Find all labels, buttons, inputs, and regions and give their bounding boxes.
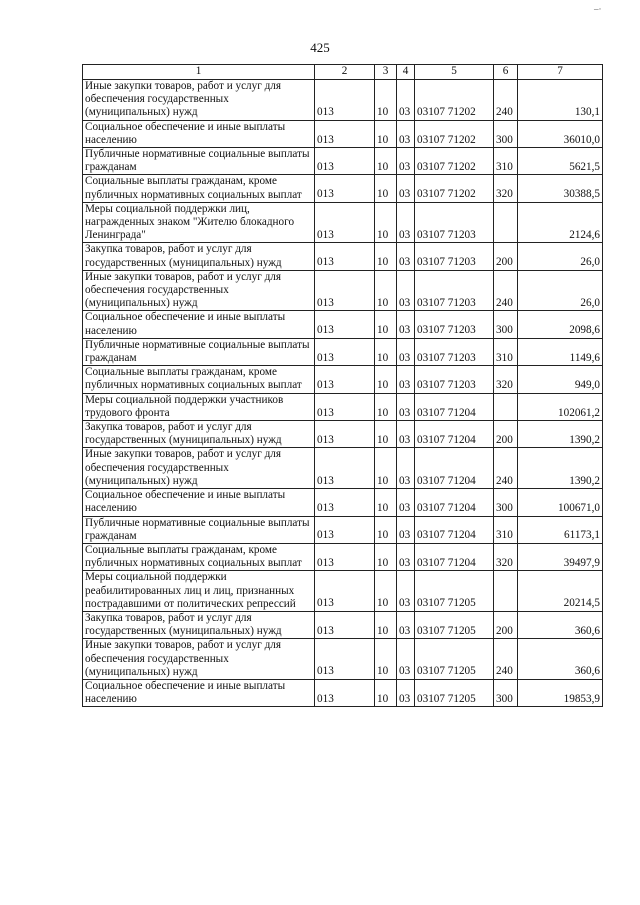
section-cell: 10	[375, 448, 397, 489]
target-article-cell: 03107 71203	[415, 270, 494, 311]
code-cell: 013	[315, 175, 375, 202]
section-cell: 10	[375, 270, 397, 311]
table-row	[83, 311, 603, 338]
table-row	[83, 421, 603, 448]
subsection-cell: 03	[397, 311, 415, 338]
row-name-cell: Социальное обеспечение и иные выплаты населению	[83, 489, 315, 516]
row-name-cell: Меры социальной поддержки лиц, награжденных знаком "Жителю блокадного Ленинграда"	[83, 202, 315, 243]
expense-type-cell	[494, 571, 518, 612]
target-article-cell: 03107 71203	[415, 243, 494, 270]
subsection-cell: 03	[397, 421, 415, 448]
expense-type-cell: 310	[494, 338, 518, 365]
amount-cell: 19853,9	[518, 679, 603, 706]
amount-cell: 100671,0	[518, 489, 603, 516]
amount-cell: 1390,2	[518, 421, 603, 448]
section-cell: 10	[375, 571, 397, 612]
row-name-cell: Социальное обеспечение и иные выплаты населению	[83, 311, 315, 338]
code-cell: 013	[315, 611, 375, 638]
column-header: 3	[375, 65, 397, 80]
target-article-cell: 03107 71203	[415, 338, 494, 365]
amount-cell: 39497,9	[518, 543, 603, 570]
section-cell: 10	[375, 80, 397, 121]
amount-cell: 26,0	[518, 270, 603, 311]
code-cell: 013	[315, 366, 375, 393]
row-name-cell: Меры социальной поддержки реабилитированных лиц и лиц, признанных пострадавшими от политических репрессий	[83, 571, 315, 612]
code-cell: 013	[315, 421, 375, 448]
section-cell: 10	[375, 611, 397, 638]
expense-type-cell: 300	[494, 679, 518, 706]
target-article-cell: 03107 71205	[415, 639, 494, 680]
table-row	[83, 543, 603, 570]
subsection-cell: 03	[397, 571, 415, 612]
subsection-cell: 03	[397, 120, 415, 147]
row-name-cell: Иные закупки товаров, работ и услуг для обеспечения государственных (муниципальных) нужд	[83, 270, 315, 311]
target-article-cell: 03107 71204	[415, 489, 494, 516]
target-article-cell: 03107 71204	[415, 516, 494, 543]
expense-type-cell: 240	[494, 639, 518, 680]
code-cell: 013	[315, 489, 375, 516]
target-article-cell: 03107 71203	[415, 311, 494, 338]
subsection-cell: 03	[397, 516, 415, 543]
budget-table	[82, 64, 603, 707]
expense-type-cell: 320	[494, 543, 518, 570]
section-cell: 10	[375, 120, 397, 147]
target-article-cell: 03107 71205	[415, 571, 494, 612]
expense-type-cell	[494, 393, 518, 420]
amount-cell: 2098,6	[518, 311, 603, 338]
expense-type-cell: 300	[494, 489, 518, 516]
table-row	[83, 80, 603, 121]
code-cell: 013	[315, 448, 375, 489]
target-article-cell: 03107 71202	[415, 80, 494, 121]
column-header: 1	[83, 65, 315, 80]
table-row	[83, 175, 603, 202]
table-row	[83, 243, 603, 270]
row-name-cell: Социальное обеспечение и иные выплаты населению	[83, 120, 315, 147]
table-row	[83, 366, 603, 393]
table-row	[83, 448, 603, 489]
target-article-cell: 03107 71202	[415, 175, 494, 202]
amount-cell: 102061,2	[518, 393, 603, 420]
code-cell: 013	[315, 393, 375, 420]
amount-cell: 26,0	[518, 243, 603, 270]
section-cell: 10	[375, 421, 397, 448]
expense-type-cell: 240	[494, 80, 518, 121]
expense-type-cell: 240	[494, 270, 518, 311]
subsection-cell: 03	[397, 338, 415, 365]
table-row	[83, 489, 603, 516]
section-cell: 10	[375, 489, 397, 516]
expense-type-cell: 310	[494, 516, 518, 543]
target-article-cell: 03107 71205	[415, 611, 494, 638]
subsection-cell: 03	[397, 202, 415, 243]
code-cell: 013	[315, 338, 375, 365]
subsection-cell: 03	[397, 448, 415, 489]
amount-cell: 20214,5	[518, 571, 603, 612]
amount-cell: 360,6	[518, 611, 603, 638]
table-body	[83, 80, 603, 707]
column-header: 2	[315, 65, 375, 80]
target-article-cell: 03107 71203	[415, 202, 494, 243]
row-name-cell: Публичные нормативные социальные выплаты гражданам	[83, 516, 315, 543]
subsection-cell: 03	[397, 366, 415, 393]
table-row	[83, 611, 603, 638]
header-row	[83, 65, 603, 80]
target-article-cell: 03107 71204	[415, 543, 494, 570]
scan-mark: –·	[594, 4, 602, 14]
table-row	[83, 679, 603, 706]
code-cell: 013	[315, 80, 375, 121]
code-cell: 013	[315, 270, 375, 311]
column-header: 7	[518, 65, 603, 80]
subsection-cell: 03	[397, 243, 415, 270]
code-cell: 013	[315, 516, 375, 543]
section-cell: 10	[375, 393, 397, 420]
code-cell: 013	[315, 639, 375, 680]
target-article-cell: 03107 71204	[415, 448, 494, 489]
subsection-cell: 03	[397, 543, 415, 570]
subsection-cell: 03	[397, 489, 415, 516]
amount-cell: 130,1	[518, 80, 603, 121]
section-cell: 10	[375, 311, 397, 338]
row-name-cell: Социальные выплаты гражданам, кроме публичных нормативных социальных выплат	[83, 543, 315, 570]
section-cell: 10	[375, 175, 397, 202]
amount-cell: 61173,1	[518, 516, 603, 543]
amount-cell: 949,0	[518, 366, 603, 393]
table-row	[83, 148, 603, 175]
section-cell: 10	[375, 366, 397, 393]
code-cell: 013	[315, 571, 375, 612]
code-cell: 013	[315, 202, 375, 243]
amount-cell: 30388,5	[518, 175, 603, 202]
expense-type-cell: 240	[494, 448, 518, 489]
row-name-cell: Социальные выплаты гражданам, кроме публичных нормативных социальных выплат	[83, 366, 315, 393]
subsection-cell: 03	[397, 679, 415, 706]
section-cell: 10	[375, 148, 397, 175]
expense-type-cell: 320	[494, 175, 518, 202]
row-name-cell: Закупка товаров, работ и услуг для государственных (муниципальных) нужд	[83, 611, 315, 638]
table-row	[83, 120, 603, 147]
target-article-cell: 03107 71204	[415, 393, 494, 420]
table-header	[83, 65, 603, 80]
subsection-cell: 03	[397, 175, 415, 202]
amount-cell: 1390,2	[518, 448, 603, 489]
expense-type-cell: 200	[494, 611, 518, 638]
expense-type-cell: 200	[494, 421, 518, 448]
expense-type-cell: 300	[494, 311, 518, 338]
row-name-cell: Социальное обеспечение и иные выплаты населению	[83, 679, 315, 706]
target-article-cell: 03107 71202	[415, 148, 494, 175]
row-name-cell: Иные закупки товаров, работ и услуг для обеспечения государственных (муниципальных) нужд	[83, 448, 315, 489]
row-name-cell: Закупка товаров, работ и услуг для государственных (муниципальных) нужд	[83, 421, 315, 448]
code-cell: 013	[315, 679, 375, 706]
target-article-cell: 03107 71202	[415, 120, 494, 147]
target-article-cell: 03107 71205	[415, 679, 494, 706]
row-name-cell: Иные закупки товаров, работ и услуг для обеспечения государственных (муниципальных) нужд	[83, 80, 315, 121]
section-cell: 10	[375, 516, 397, 543]
amount-cell: 36010,0	[518, 120, 603, 147]
expense-type-cell: 320	[494, 366, 518, 393]
column-header: 4	[397, 65, 415, 80]
code-cell: 013	[315, 311, 375, 338]
section-cell: 10	[375, 243, 397, 270]
code-cell: 013	[315, 120, 375, 147]
target-article-cell: 03107 71203	[415, 366, 494, 393]
table-row	[83, 270, 603, 311]
target-article-cell: 03107 71204	[415, 421, 494, 448]
row-name-cell: Меры социальной поддержки участников трудового фронта	[83, 393, 315, 420]
amount-cell: 5621,5	[518, 148, 603, 175]
section-cell: 10	[375, 679, 397, 706]
row-name-cell: Социальные выплаты гражданам, кроме публичных нормативных социальных выплат	[83, 175, 315, 202]
row-name-cell: Иные закупки товаров, работ и услуг для обеспечения государственных (муниципальных) нужд	[83, 639, 315, 680]
subsection-cell: 03	[397, 148, 415, 175]
table-row	[83, 338, 603, 365]
subsection-cell: 03	[397, 270, 415, 311]
expense-type-cell	[494, 202, 518, 243]
amount-cell: 360,6	[518, 639, 603, 680]
section-cell: 10	[375, 338, 397, 365]
section-cell: 10	[375, 543, 397, 570]
row-name-cell: Публичные нормативные социальные выплаты гражданам	[83, 148, 315, 175]
expense-type-cell: 200	[494, 243, 518, 270]
subsection-cell: 03	[397, 611, 415, 638]
table-row	[83, 202, 603, 243]
section-cell: 10	[375, 202, 397, 243]
section-cell: 10	[375, 639, 397, 680]
amount-cell: 2124,6	[518, 202, 603, 243]
row-name-cell: Закупка товаров, работ и услуг для государственных (муниципальных) нужд	[83, 243, 315, 270]
subsection-cell: 03	[397, 639, 415, 680]
table-row	[83, 571, 603, 612]
column-header: 5	[415, 65, 494, 80]
subsection-cell: 03	[397, 80, 415, 121]
code-cell: 013	[315, 543, 375, 570]
code-cell: 013	[315, 148, 375, 175]
column-header: 6	[494, 65, 518, 80]
page-number: 425	[310, 40, 330, 55]
row-name-cell: Публичные нормативные социальные выплаты гражданам	[83, 338, 315, 365]
code-cell: 013	[315, 243, 375, 270]
subsection-cell: 03	[397, 393, 415, 420]
table-row	[83, 639, 603, 680]
table-row	[83, 516, 603, 543]
table-row	[83, 393, 603, 420]
expense-type-cell: 300	[494, 120, 518, 147]
expense-type-cell: 310	[494, 148, 518, 175]
amount-cell: 1149,6	[518, 338, 603, 365]
